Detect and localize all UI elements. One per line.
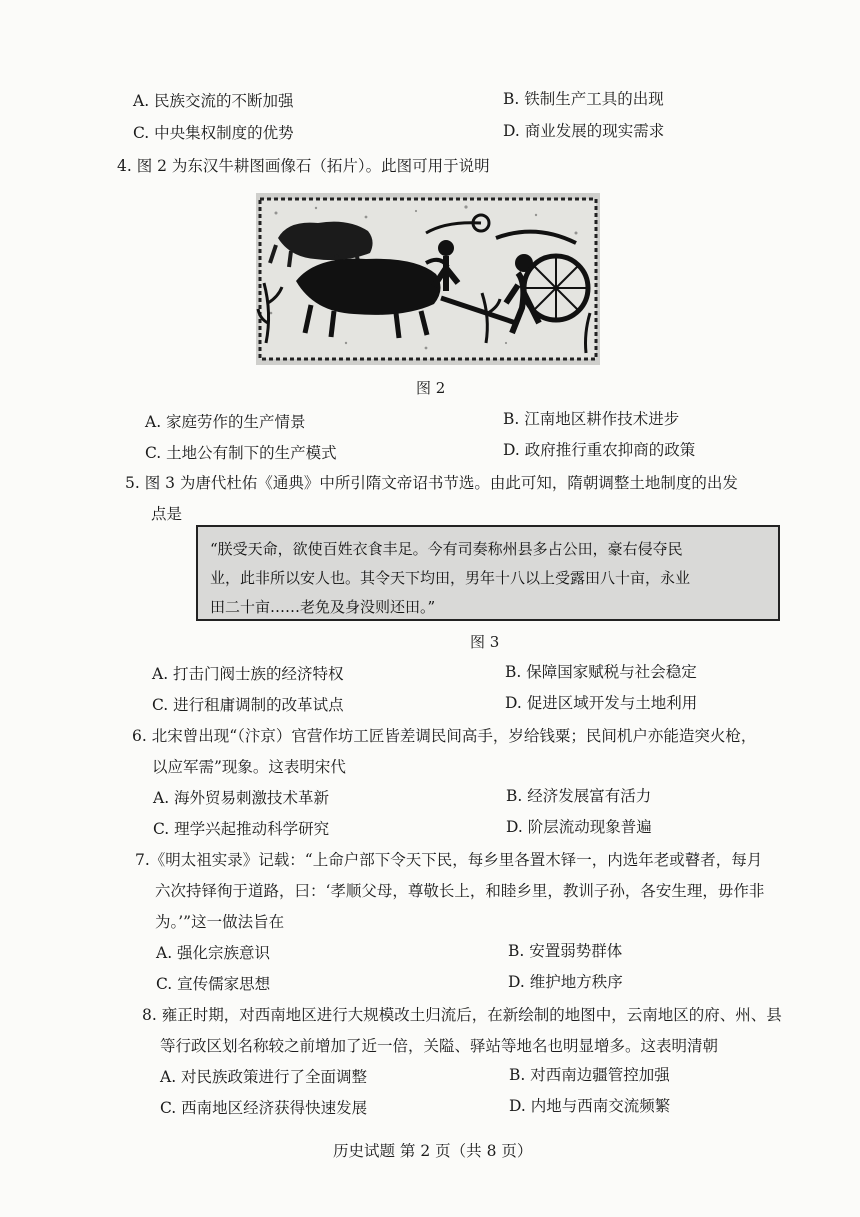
q3-option-a: A. 民族交流的不断加强 [133,92,294,110]
q4-stem: 4. 图 2 为东汉牛耕图画像石（拓片）。此图可用于说明 [117,157,490,175]
q4-option-a: A. 家庭劳作的生产情景 [145,413,306,431]
q6-option-a: A. 海外贸易刺激技术革新 [153,789,330,807]
q4-option-d: D. 政府推行重农抑商的政策 [503,441,696,459]
q5-option-d: D. 促进区域开发与土地利用 [505,694,698,712]
q8-option-d: D. 内地与西南交流频繁 [509,1097,671,1115]
quote-line-1: “朕受天命，欲使百姓衣食丰足。今有司奏称州县多占公田，豪右侵夺民 [210,540,683,558]
q5-stem-line2: 点是 [151,505,183,523]
q6-option-d: D. 阶层流动现象普遍 [506,818,652,836]
q7-stem-line2: 六次持铎徇于道路，曰：‘孝顺父母，尊敬长上，和睦乡里，教训子孙，各安生理，毋作非 [155,882,765,900]
figure-3-label: 图 3 [470,633,500,651]
quote-line-3: 田二十亩……老免及身没则还田。” [210,598,436,616]
q8-option-b: B. 对西南边疆管控加强 [509,1066,670,1084]
q3-option-b: B. 铁制生产工具的出现 [503,90,664,108]
q8-option-c: C. 西南地区经济获得快速发展 [160,1099,368,1117]
q7-option-b: B. 安置弱势群体 [508,942,623,960]
q8-option-a: A. 对民族政策进行了全面调整 [160,1068,368,1086]
q5-option-c: C. 进行租庸调制的改革试点 [152,696,344,714]
figure-2-label: 图 2 [416,379,446,397]
q4-option-b: B. 江南地区耕作技术进步 [503,410,680,428]
q5-option-b: B. 保障国家赋税与社会稳定 [505,663,697,681]
q8-stem-line1: 8. 雍正时期，对西南地区进行大规模改土归流后，在新绘制的地图中，云南地区的府、州、县 [142,1006,782,1024]
q6-option-b: B. 经济发展富有活力 [506,787,652,805]
q4-option-c: C. 土地公有制下的生产模式 [145,444,337,462]
page-footer: 历史试题 第 2 页（共 8 页） [333,1142,533,1160]
q7-stem-line1: 7.《明太祖实录》记载：“上命户部下令天下民，每乡里各置木铎一，内选年老或瞽者，每月 [135,851,763,869]
q6-stem-line2: 以应军需”现象。这表明宋代 [152,758,346,776]
q7-stem-line3: 为。’”这一做法旨在 [155,913,285,931]
q5-stem-line1: 5. 图 3 为唐代杜佑《通典》中所引隋文帝诏书节选。由此可知，隋朝调整土地制度的出发 [125,474,738,492]
q5-option-a: A. 打击门阀士族的经济特权 [152,665,344,683]
q7-option-a: A. 强化宗族意识 [156,944,271,962]
q3-option-d: D. 商业发展的现实需求 [503,122,665,140]
quote-line-2: 业，此非所以安人也。其令天下均田，男年十八以上受露田八十亩，永业 [210,569,691,587]
q7-option-c: C. 宣传儒家思想 [156,975,271,993]
q3-option-c: C. 中央集权制度的优势 [133,124,294,142]
q6-stem-line1: 6. 北宋曾出现“（汴京）官营作坊工匠皆差调民间高手，岁给钱粟；民间机户亦能造突火枪， [132,727,757,745]
q6-option-c: C. 理学兴起推动科学研究 [153,820,330,838]
ox-plowing-rubbing-image [256,193,600,365]
figure-3-quote-box [196,525,780,621]
q8-stem-line2: 等行政区划名称较之前增加了近一倍，关隘、驿站等地名也明显增多。这表明清朝 [160,1037,719,1055]
q7-option-d: D. 维护地方秩序 [508,973,623,991]
